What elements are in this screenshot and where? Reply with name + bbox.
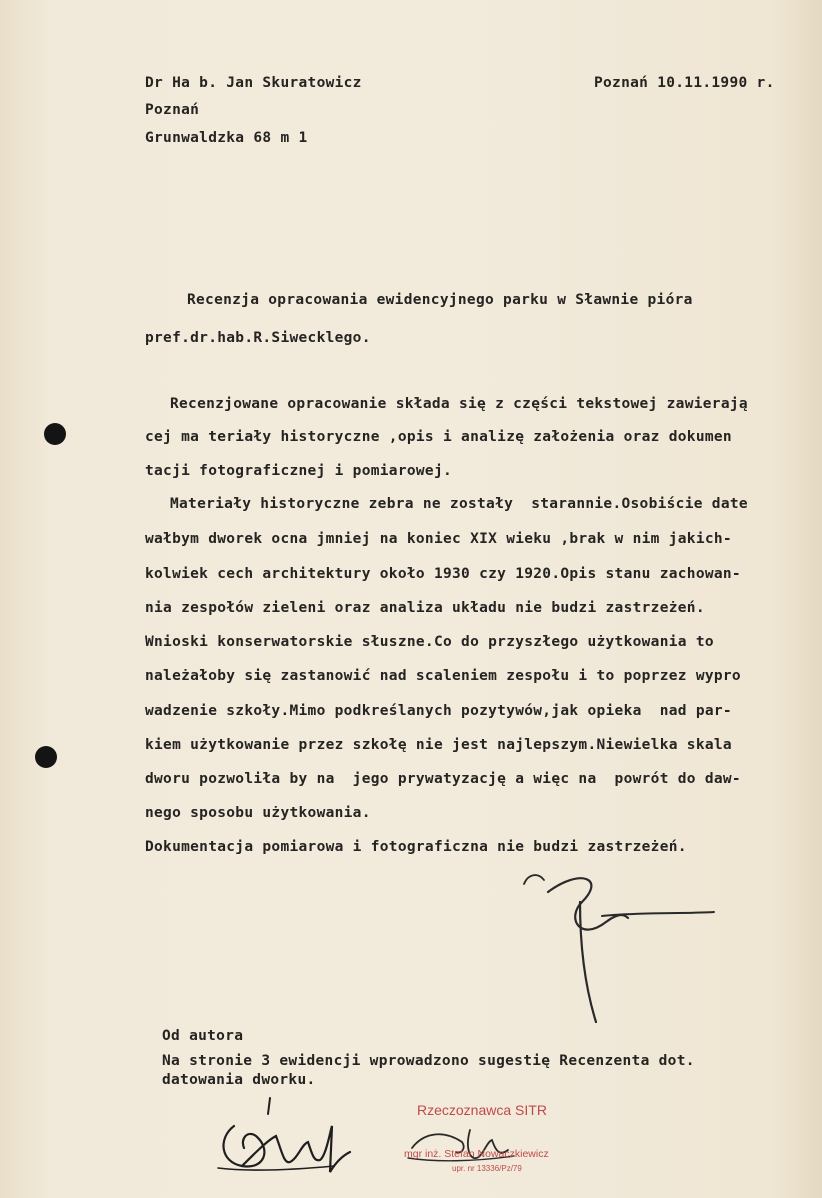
stamp-number: upr. nr 13336/Pz/79 bbox=[452, 1164, 522, 1173]
subject-line: pref.dr.hab.R.Siwecklego. bbox=[145, 330, 371, 346]
body-line: dworu pozwoliła by na jego prywatyzację a więc na powrót do daw- bbox=[145, 771, 741, 787]
body-line: należałoby się zastanowić nad scaleniem zespołu i to poprzez wypro bbox=[145, 668, 741, 684]
author-note-line: datowania dworku. bbox=[162, 1072, 316, 1088]
author-note-line: Na stronie 3 ewidencji wprowadzono sugestię Recenzenta dot. bbox=[162, 1053, 695, 1069]
reviewer-signature bbox=[510, 860, 730, 1030]
body-line: Materiały historyczne zebra ne zostały starannie.Osobiście date bbox=[170, 496, 748, 512]
sender-city: Poznań bbox=[145, 102, 200, 118]
place-date: Poznań 10.11.1990 r. bbox=[594, 75, 775, 91]
body-line: Dokumentacja pomiarowa i fotograficzna nie budzi zastrzeżeń. bbox=[145, 839, 687, 855]
body-line: kolwiek cech architektury około 1930 czy 1920.Opis stanu zachowan- bbox=[145, 566, 741, 582]
stamp-name: mgr inż. Stefan Nowaczkiewicz bbox=[404, 1148, 549, 1160]
sender-street: Grunwaldzka 68 m 1 bbox=[145, 130, 308, 146]
body-line: nego sposobu użytkowania. bbox=[145, 805, 371, 821]
body-line: wadzenie szkoły.Mimo podkreślanych pozytywów,jak opieka nad par- bbox=[145, 703, 732, 719]
body-line: cej ma teriały historyczne ,opis i analizę założenia oraz dokumen bbox=[145, 429, 732, 445]
author-note-heading: Od autora bbox=[162, 1028, 244, 1044]
body-line: Wnioski konserwatorskie słuszne.Co do przyszłego użytkowania to bbox=[145, 634, 714, 650]
stamp-title: Rzeczoznawca SITR bbox=[417, 1102, 547, 1118]
body-line: nia zespołów zieleni oraz analiza układu nie budzi zastrzeżeń. bbox=[145, 600, 705, 616]
body-line: kiem użytkowanie przez szkołę nie jest najlepszym.Niewielka skala bbox=[145, 737, 732, 753]
subject-line: Recenzja opracowania ewidencyjnego parku w Sławnie pióra bbox=[187, 292, 693, 308]
punch-hole-bottom bbox=[35, 746, 57, 768]
sender-name: Dr Ha b. Jan Skuratowicz bbox=[145, 75, 362, 91]
body-line: wałbym dworek ocna jmniej na koniec XIX wieku ,brak w nim jakich- bbox=[145, 531, 732, 547]
body-line: Recenzjowane opracowanie składa się z części tekstowej zawierają bbox=[170, 396, 748, 412]
author-signature bbox=[212, 1092, 362, 1182]
body-line: tacji fotograficznej i pomiarowej. bbox=[145, 463, 453, 479]
punch-hole-top bbox=[44, 423, 66, 445]
